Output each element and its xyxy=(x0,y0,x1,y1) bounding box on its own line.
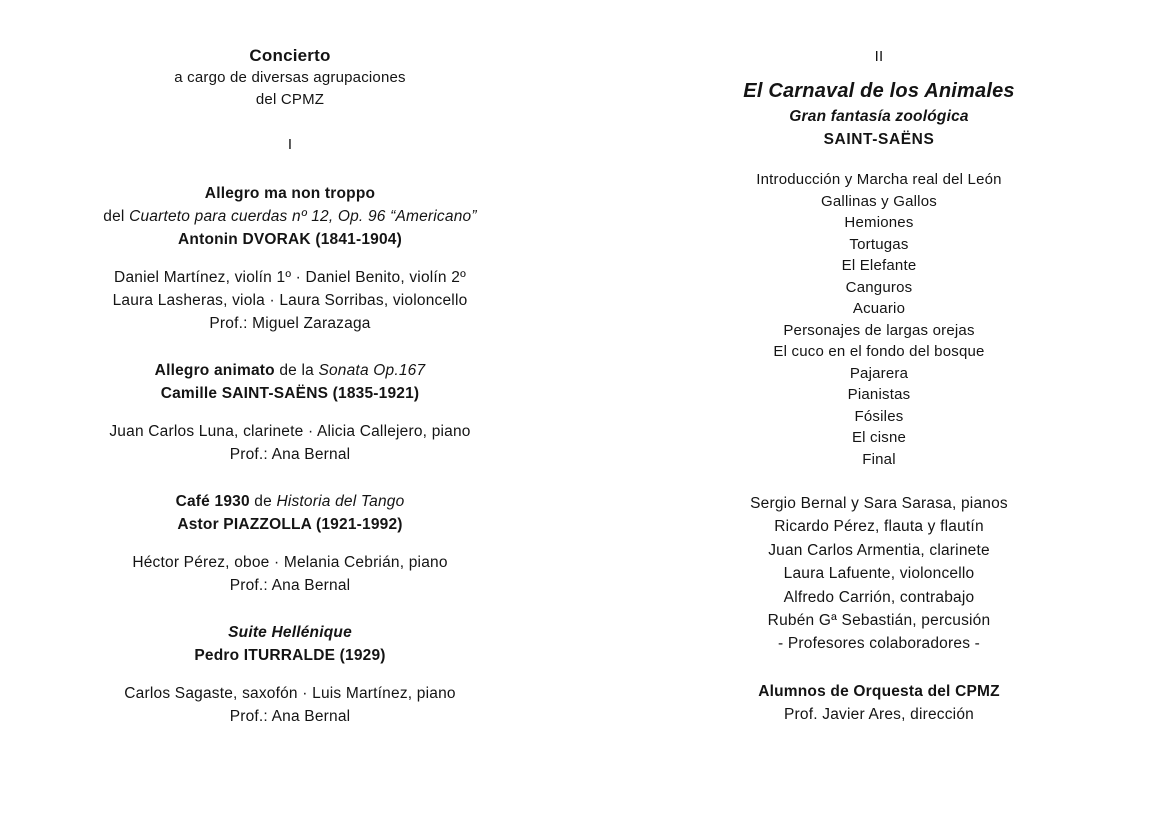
program-left-column xyxy=(40,44,540,728)
performer-line: Juan Carlos Armentia, clarinete xyxy=(768,541,990,559)
performer-line: Juan Carlos Luna, clarinete · Alicia Callejero, piano xyxy=(109,423,471,440)
performer-line: Héctor Pérez, oboe · Melania Cebrián, piano xyxy=(132,554,448,571)
performer-line: Prof.: Ana Bernal xyxy=(229,577,351,594)
program-title: Concierto xyxy=(249,46,331,65)
performer-line: Laura Lasheras, viola · Laura Sorribas, violoncello xyxy=(112,292,468,309)
carnaval-subtitle: Gran fantasía zoológica xyxy=(789,108,969,125)
movement: Pajarera xyxy=(849,364,909,382)
carnaval-performers xyxy=(679,492,1079,656)
movement: Acuario xyxy=(852,300,906,317)
work-name: Sonata Op.167 xyxy=(318,362,426,379)
performer-line: Prof.: Ana Bernal xyxy=(229,708,351,725)
performers-saint-saens-sonata xyxy=(40,420,540,466)
performer-line: Ricardo Pérez, flauta y flautín xyxy=(774,518,984,536)
part-number-2: II xyxy=(874,48,884,65)
composer: Camille SAINT-SAËNS (1835-1921) xyxy=(160,385,420,402)
performers-iturralde xyxy=(40,682,540,728)
performer-line: Rubén Gª Sebastián, percusión xyxy=(767,612,991,630)
part-number-1: I xyxy=(287,136,293,153)
performer-line: Alfredo Carrión, contrabajo xyxy=(783,588,975,606)
work-prefix: de xyxy=(249,493,277,510)
work-prefix: del xyxy=(103,208,130,225)
composer: Pedro ITURRALDE (1929) xyxy=(194,647,386,664)
program-right-column xyxy=(679,46,1079,726)
movement: Gallinas y Gallos xyxy=(821,192,937,210)
movement: Final xyxy=(862,450,896,468)
performers-dvorak xyxy=(40,266,540,335)
composer: Antonin DVORAK (1841-1904) xyxy=(178,231,402,248)
movement: El Elefante xyxy=(841,257,917,274)
movement: Tortugas xyxy=(849,235,909,253)
performer-line: - Profesores colaboradores - xyxy=(777,635,981,653)
performer-line: Laura Lafuente, violoncello xyxy=(783,565,975,583)
movement: Canguros xyxy=(845,278,913,296)
performers-piazzolla xyxy=(40,551,540,597)
conductor: Prof. Javier Ares, dirección xyxy=(784,705,974,723)
piece-title: Café 1930 xyxy=(175,493,250,510)
orchestra-credits xyxy=(679,680,1079,726)
performer-line: Carlos Sagaste, saxofón · Luis Martínez, piano xyxy=(124,685,456,702)
performer-line: Prof.: Ana Bernal xyxy=(229,446,351,463)
piece-iturralde xyxy=(40,621,540,667)
performer-line: Sergio Bernal y Sara Sarasa, pianos xyxy=(750,495,1008,512)
piece-title-line xyxy=(40,490,540,513)
movement: Fósiles xyxy=(854,407,904,425)
movement: Personajes de largas orejas xyxy=(783,321,975,339)
piece-title: Allegro ma non troppo xyxy=(204,185,376,202)
carnaval-title: El Carnaval de los Animales xyxy=(743,80,1015,102)
composer: Astor PIAZZOLLA (1921-1992) xyxy=(177,516,403,533)
piece-piazzolla xyxy=(40,490,540,536)
piece-title-line xyxy=(40,359,540,382)
piece-title: Suite Hellénique xyxy=(228,624,352,641)
program-subtitle-1: a cargo de diversas agrupaciones xyxy=(174,69,406,86)
movement: Introducción y Marcha real del León xyxy=(756,171,1002,188)
piece-dvorak xyxy=(40,182,540,251)
program-subtitle-2: del CPMZ xyxy=(255,91,325,108)
movement: El cisne xyxy=(851,429,907,446)
piece-saint-saens-sonata xyxy=(40,359,540,405)
movement: Hemiones xyxy=(844,214,914,231)
work-name: Cuarteto para cuerdas nº 12, Op. 96 “Americano” xyxy=(129,208,477,225)
piece-work xyxy=(40,205,540,228)
performer-line: Daniel Martínez, violín 1º · Daniel Benito, violín 2º xyxy=(114,269,466,286)
movement: El cuco en el fondo del bosque xyxy=(773,343,985,360)
work-name: Historia del Tango xyxy=(276,493,405,510)
work-prefix: de la xyxy=(274,362,319,379)
movements-list xyxy=(679,169,1079,470)
movement: Pianistas xyxy=(847,386,911,403)
piece-title: Allegro animato xyxy=(154,362,275,379)
carnaval-composer: SAINT-SAËNS xyxy=(823,131,935,148)
performer-line: Prof.: Miguel Zarazaga xyxy=(209,315,371,332)
orchestra-name: Alumnos de Orquesta del CPMZ xyxy=(758,682,1000,700)
